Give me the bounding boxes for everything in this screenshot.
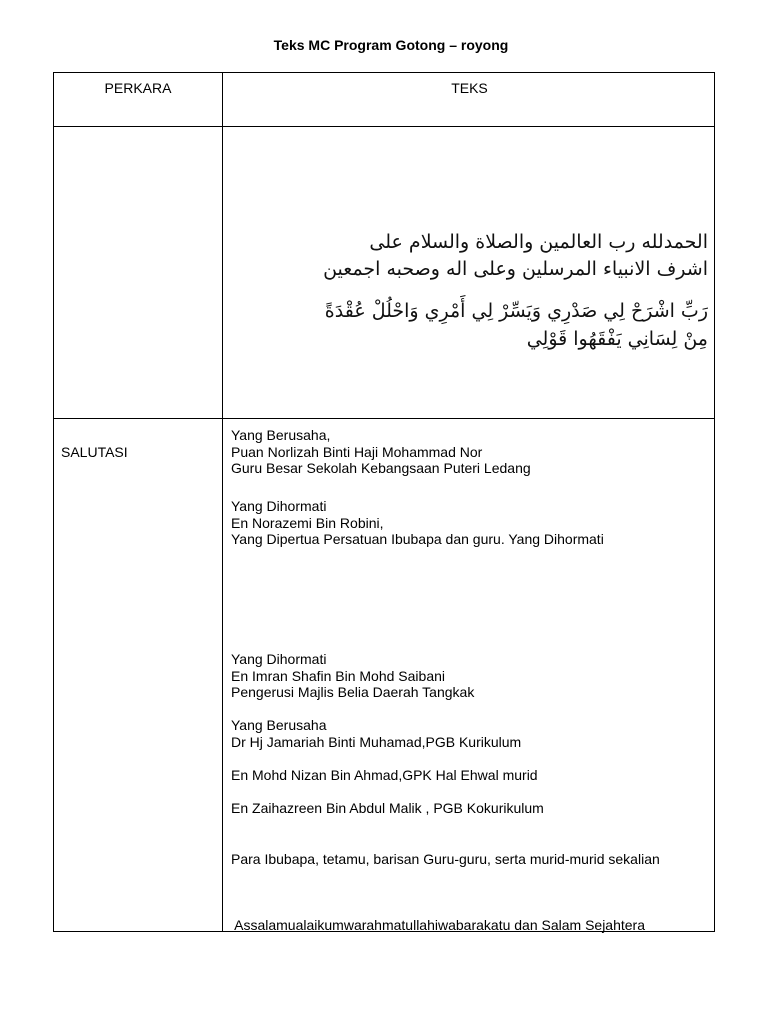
salutation-group <box>231 884 711 967</box>
row-label-salutasi: SALUTASI <box>61 444 128 460</box>
salutation-line: En Zaihazreen Bin Abdul Malik , PGB Kokurikulum <box>231 800 544 816</box>
greeting-line: Assalamualaikumwarahmatullahiwabarakatu dan Salam Sejahtera <box>231 917 646 933</box>
salutation-line: Yang Berusaha <box>231 717 327 733</box>
salutation-line: Para Ibubapa, tetamu, barisan Guru-guru, serta murid-murid sekalian <box>231 851 660 867</box>
salutation-line: En Imran Shafin Bin Mohd Saibani <box>231 667 446 684</box>
salutation-line: Yang Dipertua Persatuan Ibubapa dan guru. Yang Dihormati <box>231 531 604 547</box>
salutation-line: Yang Dihormati <box>231 651 327 667</box>
salutation-group <box>231 651 711 701</box>
doa-line: مِنْ لِسَانِي يَفْقَهُوا قَوْلِي <box>526 328 708 350</box>
salutation-line: Dr Hj Jamariah Binti Muhamad,PGB Kurikulum <box>231 733 522 750</box>
salutation-line: En Mohd Nizan Bin Ahmad,GPK Hal Ehwal murid <box>231 767 538 783</box>
salutation-group <box>231 717 711 750</box>
opening-doa-text <box>230 297 708 353</box>
arabic-line: اشرف الانبياء المرسلين وعلى اله وصحبه اجمعين <box>323 258 708 280</box>
salutation-line: En Norazemi Bin Robini, <box>231 514 384 531</box>
mc-text-table <box>53 72 715 932</box>
salutation-line: Yang Dihormati <box>231 498 327 514</box>
salutation-group <box>231 767 711 784</box>
column-header-teks: TEKS <box>451 80 488 96</box>
salutation-line: Yang Berusaha, <box>231 427 331 443</box>
salutation-group <box>231 800 711 817</box>
salutation-line: Guru Besar Sekolah Kebangsaan Puteri Ledang <box>231 460 531 476</box>
arabic-line: الحمدلله رب العالمين والصلاة والسلام على <box>369 231 708 253</box>
opening-praise-text <box>230 229 708 283</box>
salutation-group <box>231 498 711 548</box>
opening-row-divider <box>54 418 714 419</box>
column-divider <box>222 73 223 931</box>
column-header-perkara: PERKARA <box>104 80 172 96</box>
doa-line: رَبِّ اشْرَحْ لِي صَدْرِي وَيَسِّرْ لِي أَمْرِي وَاحْلُلْ عُقْدَةً <box>324 300 708 322</box>
salutation-line: Pengerusi Majlis Belia Daerah Tangkak <box>231 684 475 700</box>
salutation-group <box>231 851 711 868</box>
document-title: Teks MC Program Gotong – royong <box>273 37 509 53</box>
header-row-divider <box>54 126 714 127</box>
salutation-group <box>231 427 711 477</box>
salutation-line: Puan Norlizah Binti Haji Mohammad Nor <box>231 443 483 460</box>
